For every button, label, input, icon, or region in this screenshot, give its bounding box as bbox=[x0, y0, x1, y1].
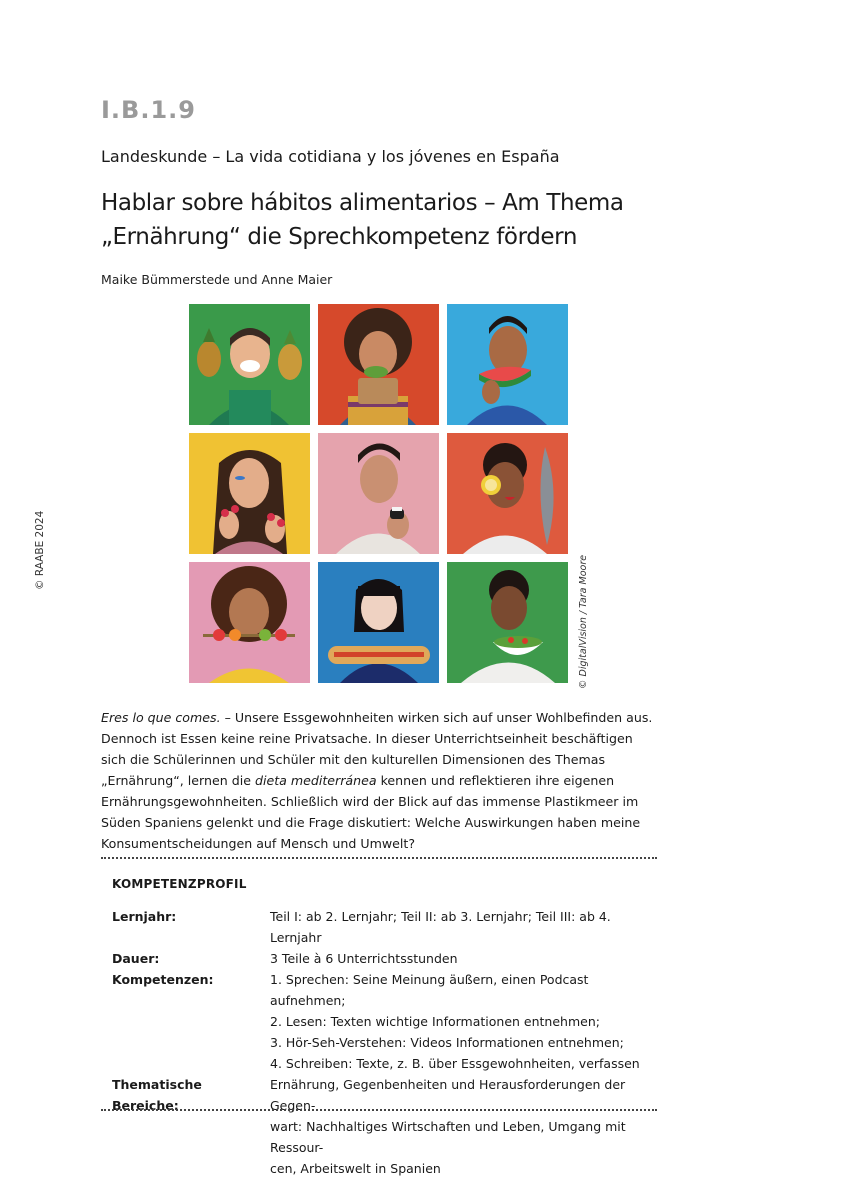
bereich-line: wart: Nachhaltiges Wirtschaften und Leben, Umgang mit Ressour- bbox=[270, 1119, 626, 1155]
kompetenz-item: 3. Hör-Seh-Verstehen: Videos Informationen entnehmen; bbox=[270, 1035, 624, 1050]
subtitle: Landeskunde – La vida cotidiana y los jóvenes en España bbox=[101, 147, 560, 166]
divider-bottom bbox=[101, 1109, 657, 1111]
kompetenz-item: 4. Schreiben: Texte, z. B. über Essgewohnheiten, verfassen bbox=[270, 1056, 640, 1071]
kompetenz-item: 2. Lesen: Texten wichtige Informationen entnehmen; bbox=[270, 1014, 600, 1029]
divider-top bbox=[101, 857, 657, 859]
copyright-note: © RAABE 2024 bbox=[34, 510, 46, 590]
photo-person-with-baguette bbox=[318, 562, 439, 683]
title-line-1: Hablar sobre hábitos alimentarios – Am Thema bbox=[101, 190, 624, 216]
value-dauer: 3 Teile à 6 Unterrichtsstunden bbox=[270, 951, 458, 966]
intro-term: dieta mediterránea bbox=[254, 773, 377, 788]
label-dauer: Dauer: bbox=[112, 951, 160, 966]
photo-person-with-salad-bowl bbox=[447, 562, 568, 683]
row-lernjahr bbox=[112, 906, 652, 948]
photo-person-eating-watermelon bbox=[447, 304, 568, 425]
kompetenz-item: 1. Sprechen: Seine Meinung äußern, einen Podcast aufnehmen; bbox=[270, 972, 589, 1008]
intro-lead: Eres lo que comes. bbox=[101, 710, 221, 725]
photo-person-eating-fruit-skewer bbox=[189, 562, 310, 683]
kompetenzprofil-heading: KOMPETENZPROFIL bbox=[112, 877, 247, 891]
value-lernjahr: Teil I: ab 2. Lernjahr; Teil II: ab 3. Lernjahr; Teil III: ab 4. Lernjahr bbox=[270, 909, 611, 945]
authors: Maike Bümmerstede und Anne Maier bbox=[101, 272, 333, 287]
label-lernjahr: Lernjahr: bbox=[112, 909, 177, 924]
intro-paragraph bbox=[101, 707, 661, 854]
page-title bbox=[101, 186, 741, 254]
photo-credit: © DigitalVision / Tara Moore bbox=[578, 554, 589, 689]
bereich-line: cen, Arbeitswelt in Spanien bbox=[270, 1161, 441, 1176]
photo-grid bbox=[189, 304, 569, 684]
label-kompetenzen: Kompetenzen: bbox=[112, 972, 214, 987]
value-thematische-bereiche bbox=[270, 1074, 652, 1179]
photo-person-eating-sushi bbox=[318, 433, 439, 554]
document-code: I.B.1.9 bbox=[101, 96, 196, 124]
bereich-line: Ernährung, Gegenbenheiten und Herausforderungen der Gegen- bbox=[270, 1077, 626, 1113]
title-line-2: „Ernährung“ die Sprechkompetenz fördern bbox=[101, 224, 578, 250]
photo-person-with-raspberries bbox=[189, 433, 310, 554]
value-kompetenzen bbox=[270, 969, 652, 1074]
kompetenzprofil-table bbox=[112, 906, 652, 1179]
row-dauer bbox=[112, 948, 652, 969]
photo-person-with-pineapples bbox=[189, 304, 310, 425]
photo-person-with-lemon-and-fish bbox=[447, 433, 568, 554]
row-thematische-bereiche bbox=[112, 1074, 652, 1179]
intro-text-2: kennen und reflektieren ihre eigenen Ernährungsgewohnheiten. Schließlich wird der Blick auf das immense Plastikmeer im Süden Spaniens gelenkt und die Frage diskutiert: Welche Auswirkungen haben meine Konsumentscheidungen auf Mensch und Umwelt? bbox=[101, 773, 641, 851]
photo-person-eating-sandwich bbox=[318, 304, 439, 425]
label-thematische-bereiche: Thematische Bereiche: bbox=[112, 1077, 202, 1113]
row-kompetenzen bbox=[112, 969, 652, 1074]
intro-text-1: – Unsere Essgewohnheiten wirken sich auf unser Wohlbefinden aus. Dennoch ist Essen keine reine Privatsache. In dieser Unterrichtseinheit beschäftigen sich die Schülerinnen und Schüler mit den kulturellen Dimensionen des Themas „Ernährung“, lernen die bbox=[101, 710, 653, 788]
